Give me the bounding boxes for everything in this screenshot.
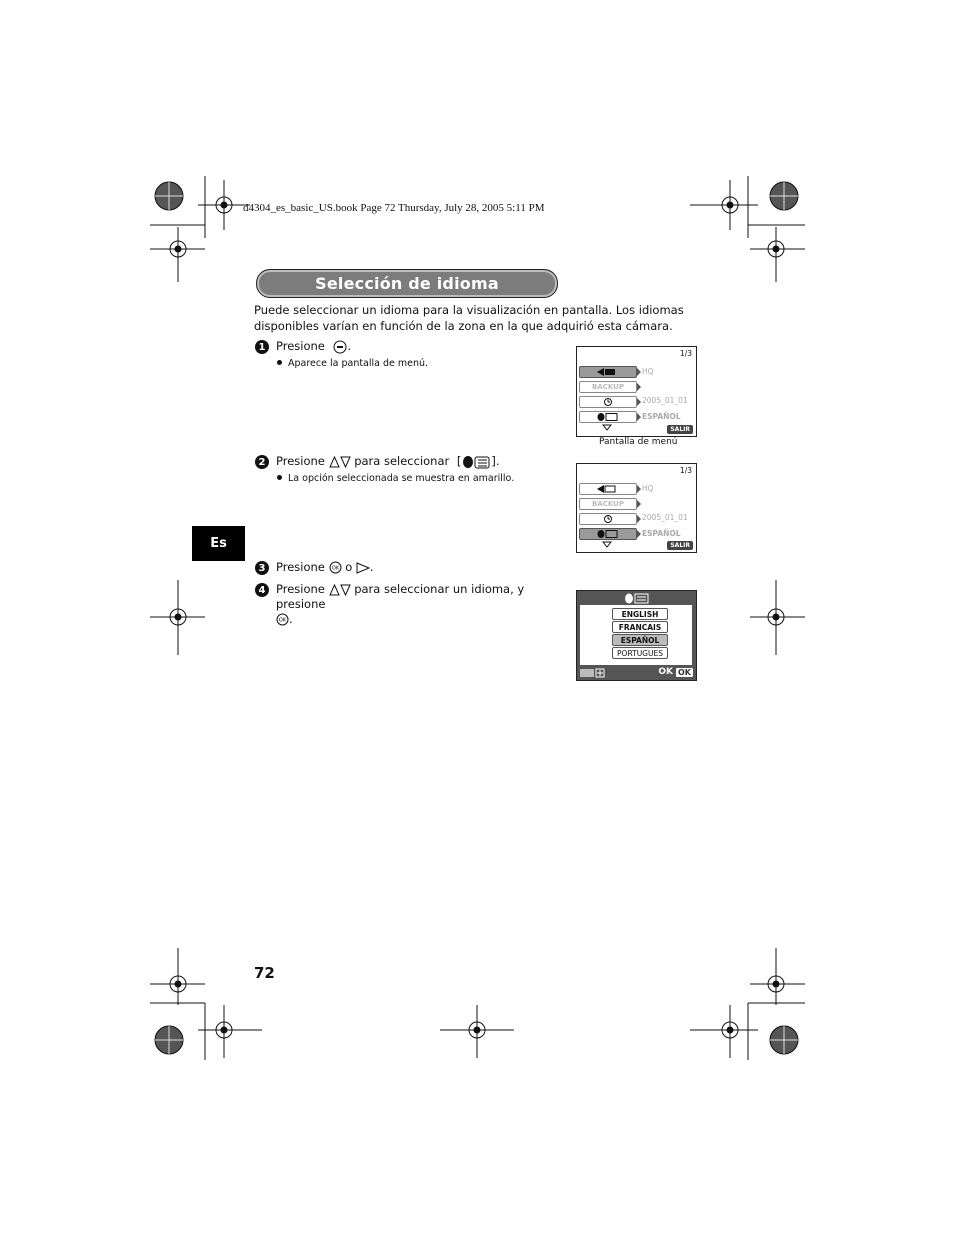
row-value: 2005_01_01 — [642, 396, 688, 405]
menu-row-language — [579, 411, 637, 423]
language-icon — [624, 593, 650, 604]
clock-icon — [603, 398, 613, 406]
step-2 — [254, 454, 564, 486]
step-text: Presione — [276, 454, 325, 468]
select-nav-icon — [580, 668, 606, 678]
step-text: Presione — [276, 582, 325, 596]
step-note: Aparece la pantalla de menú. — [254, 356, 554, 371]
page-indicator: 1/3 — [679, 349, 692, 358]
menu-row-backup: BACKUP — [579, 381, 637, 393]
section-title-bar — [256, 269, 558, 298]
row-value: HQ — [642, 484, 654, 493]
language-screen — [576, 590, 697, 681]
ok-button-icon — [329, 561, 342, 574]
step-text: Presione — [276, 560, 325, 574]
row-arrow — [637, 383, 641, 391]
page-title: Selección de idioma — [315, 274, 499, 293]
row-value: ESPAÑOL — [642, 529, 681, 538]
row-value: 2005_01_01 — [642, 513, 688, 522]
bracket-close: ]. — [491, 454, 500, 468]
menu-row-quality — [579, 483, 637, 495]
row-arrow — [637, 413, 641, 421]
menu-screen-2 — [576, 463, 697, 553]
row-arrow — [637, 398, 641, 406]
row-value: HQ — [642, 367, 654, 376]
bracket-open: [ — [456, 454, 462, 468]
language-option-english[interactable]: ENGLISH — [612, 608, 668, 620]
menu-button-icon — [333, 340, 347, 354]
svg-text:OK: OK — [331, 565, 339, 572]
row-arrow — [637, 500, 641, 508]
row-arrow — [637, 530, 641, 538]
menu-row-date — [579, 513, 637, 525]
language-icon — [597, 413, 619, 421]
row-arrow — [637, 368, 641, 376]
row-value: ESPAÑOL — [642, 412, 681, 421]
exit-label: SALIR — [667, 541, 693, 550]
step-text-end: . — [347, 339, 352, 353]
language-option-francais[interactable]: FRANCAIS — [612, 621, 668, 633]
ok-button-icon — [276, 613, 289, 626]
step-text-mid: para seleccionar — [354, 454, 450, 468]
row-arrow — [637, 515, 641, 523]
language-screen-header — [577, 591, 696, 605]
page-indicator: 1/3 — [679, 466, 692, 475]
language-icon — [461, 455, 491, 469]
language-option-espanol[interactable]: ESPAÑOL — [612, 634, 668, 646]
quality-icon — [597, 485, 619, 493]
svg-text:OK: OK — [278, 617, 287, 624]
menu-row-date — [579, 396, 637, 408]
up-down-arrows-icon — [329, 584, 351, 596]
menu-row-backup: BACKUP — [579, 498, 637, 510]
step-number: 1 — [255, 340, 269, 354]
page-number: 72 — [254, 964, 275, 982]
menu-row-quality — [579, 366, 637, 378]
step-1 — [254, 339, 554, 371]
clock-icon — [603, 515, 613, 523]
up-down-arrows-icon — [329, 456, 351, 468]
down-arrow-icon — [602, 424, 612, 431]
step-3 — [254, 560, 554, 575]
menu-screen-1 — [576, 346, 697, 437]
language-option-portugues[interactable]: PORTUGUES — [612, 647, 668, 659]
step-text-mid: para seleccionar un idioma, y presione — [276, 582, 525, 611]
intro-paragraph: Puede seleccionar un idioma para la visualización en pantalla. Los idiomas disponibles varían en función de la zona en la que adquirió esta cámara. — [254, 303, 684, 333]
language-side-tab: Es — [192, 526, 245, 561]
menu-row-language — [579, 528, 637, 540]
step-text-end: . — [289, 612, 293, 626]
down-arrow-icon — [602, 541, 612, 548]
step-text-end: . — [369, 560, 374, 574]
row-arrow — [637, 485, 641, 493]
ok-box: OK — [678, 667, 691, 677]
step-4 — [254, 582, 564, 627]
print-header: d4304_es_basic_US.book Page 72 Thursday, July 28, 2005 5:11 PM — [243, 202, 545, 214]
right-arrow-icon — [356, 562, 370, 574]
ok-text: OK — [658, 667, 673, 677]
quality-icon — [597, 368, 619, 376]
step-number: 3 — [255, 561, 269, 575]
step-note: La opción seleccionada se muestra en amarillo. — [254, 471, 564, 486]
step-text: Presione — [276, 339, 325, 353]
step-text-mid: o — [345, 560, 353, 574]
ok-label — [658, 667, 693, 677]
exit-label: SALIR — [667, 425, 693, 434]
language-list-panel — [580, 605, 692, 665]
language-icon — [597, 530, 619, 538]
step-number: 4 — [255, 583, 269, 597]
step-number: 2 — [255, 455, 269, 469]
screen-caption: Pantalla de menú — [599, 437, 678, 447]
